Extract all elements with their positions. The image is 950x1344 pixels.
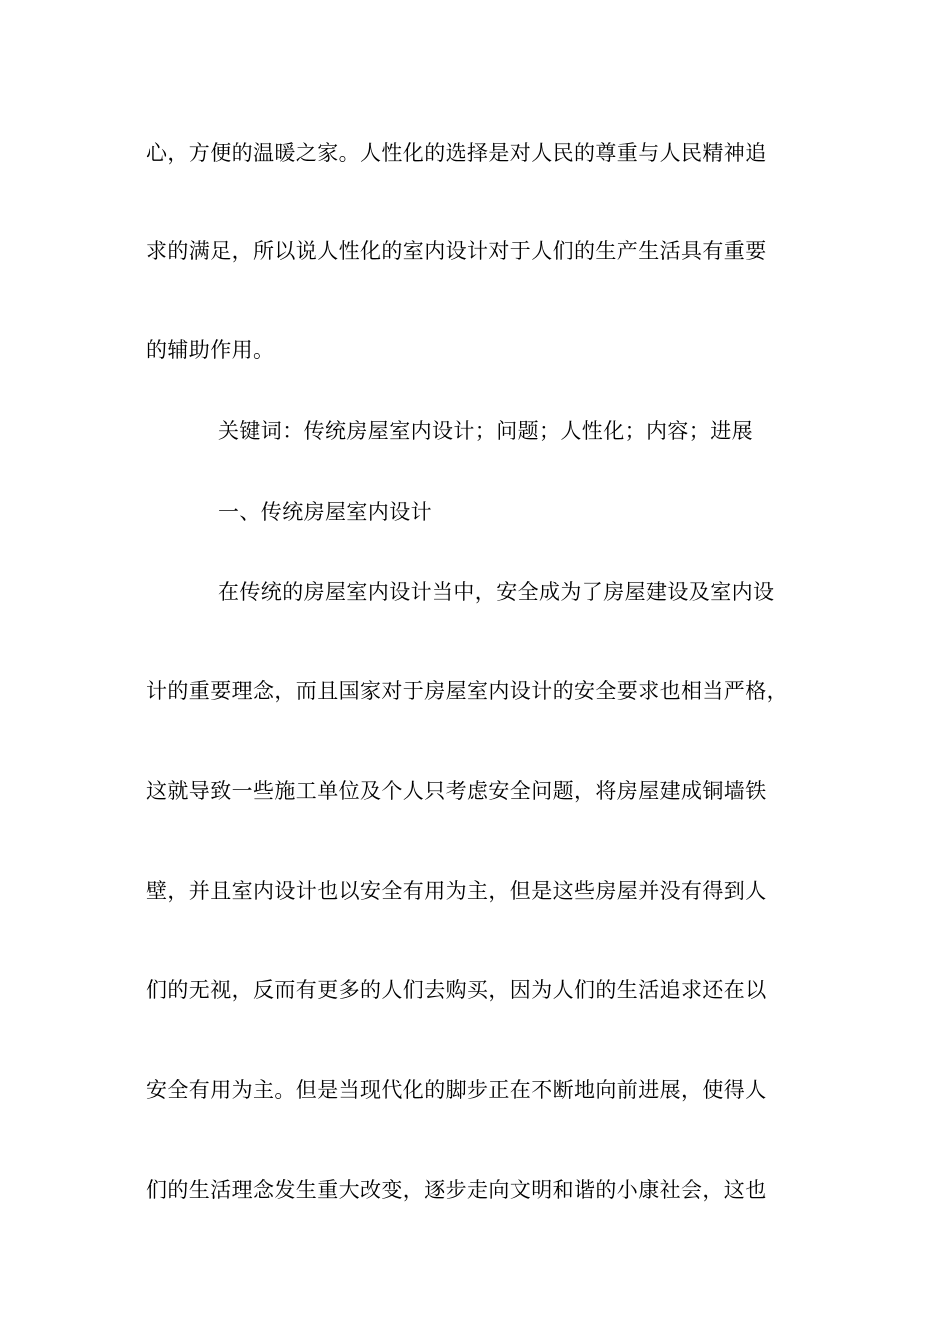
paragraph-first-line: 在传统的房屋室内设计当中，安全成为了房屋建设及室内设 <box>218 580 775 604</box>
text-line-1: 心，方便的温暖之家。人性化的选择是对人民的尊重与人民精神追 <box>146 141 767 165</box>
text-line-10: 们的无视，反而有更多的人们去购买，因为人们的生活追求还在以 <box>146 978 767 1002</box>
text-line-11: 安全有用为主。但是当现代化的脚步正在不断地向前进展，使得人 <box>146 1078 767 1102</box>
text-line-9: 壁，并且室内设计也以安全有用为主，但是这些房屋并没有得到人 <box>146 879 767 903</box>
keywords-line: 关键词：传统房屋室内设计；问题；人性化；内容；进展 <box>218 419 753 443</box>
text-line-8: 这就导致一些施工单位及个人只考虑安全问题，将房屋建成铜墙铁 <box>146 779 767 803</box>
text-line-7: 计的重要理念，而且国家对于房屋室内设计的安全要求也相当严格， <box>146 679 788 703</box>
text-line-3: 的辅助作用。 <box>146 338 275 362</box>
text-line-2: 求的满足，所以说人性化的室内设计对于人们的生产生活具有重要 <box>146 239 767 263</box>
text-line-12: 们的生活理念发生重大改变，逐步走向文明和谐的小康社会，这也 <box>146 1178 767 1202</box>
section-heading: 一、传统房屋室内设计 <box>218 500 432 524</box>
